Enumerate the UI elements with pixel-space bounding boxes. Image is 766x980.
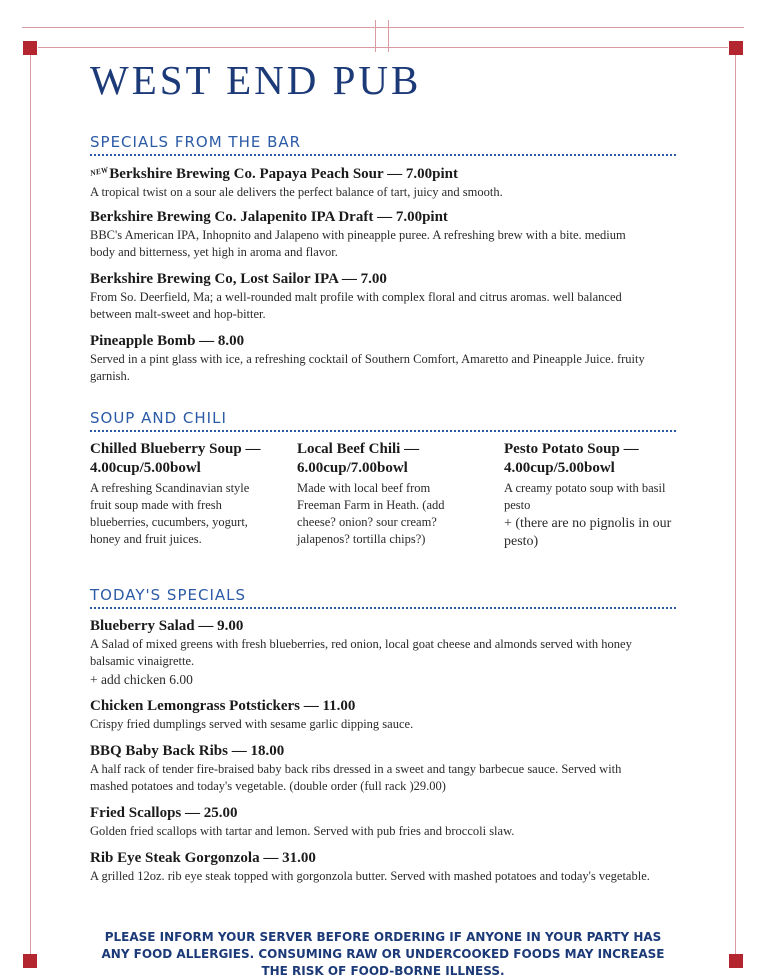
menu-item (90, 697, 650, 733)
frame-left-line (30, 47, 31, 966)
menu-item (297, 440, 472, 548)
item-description: A Salad of mixed greens with fresh blueberries, red onion, local goat cheese and almonds served with honey balsamic vinaigrette. (90, 637, 632, 668)
item-name: Chicken Lemongrass Potstickers — 11.00 (90, 698, 356, 714)
item-name: Berkshire Brewing Co. Papaya Peach Sour — 7.00pint (109, 166, 459, 182)
section-heading-today: TODAY'S SPECIALS (90, 586, 676, 609)
new-badge: NEW (89, 165, 109, 178)
item-description: A grilled 12oz. rib eye steak topped with gorgonzola butter. Served with mashed potatoes and today's vegetable. (90, 869, 650, 883)
menu-item (90, 617, 650, 688)
menu-item (90, 163, 650, 201)
menu-item (90, 742, 650, 795)
menu-item (90, 440, 265, 548)
item-description: From So. Deerfield, Ma; a well-rounded malt profile with complex floral and citrus aromas. well balanced between malt-sweet and hop-bitter. (90, 290, 622, 321)
menu-item (90, 804, 650, 840)
frame-notch (388, 20, 389, 52)
item-name: Rib Eye Steak Gorgonzola — 31.00 (90, 850, 316, 866)
menu-item (90, 270, 650, 323)
corner-ornament (729, 954, 743, 968)
item-description: Served in a pint glass with ice, a refreshing cocktail of Southern Comfort, Amaretto and Pineapple Juice. fruity garnish. (90, 352, 645, 383)
item-description: A tropical twist on a sour ale delivers the perfect balance of tart, juicy and smooth. (90, 185, 503, 199)
item-name: Berkshire Brewing Co, Lost Sailor IPA — 7.00 (90, 271, 387, 287)
item-name: BBQ Baby Back Ribs — 18.00 (90, 743, 285, 759)
item-description: A creamy potato soup with basil pesto (504, 481, 666, 512)
page-title: WEST END PUB (90, 57, 422, 103)
item-description: BBC's American IPA, Inhopnito and Jalapeno with pineapple puree. A refreshing brew with a bite. medium body and bitterness, yet high in aroma and flavor. (90, 228, 626, 259)
corner-ornament (729, 41, 743, 55)
item-name: Chilled Blueberry Soup — 4.00cup/5.00bowl (90, 441, 261, 476)
item-note: + add chicken 6.00 (90, 672, 193, 687)
corner-ornament (23, 954, 37, 968)
menu-item (90, 332, 650, 385)
section-heading-bar: SPECIALS FROM THE BAR (90, 133, 676, 156)
item-description: A refreshing Scandinavian style fruit soup made with fresh blueberries, cucumbers, yogurt, honey and fruit juices. (90, 481, 250, 546)
frame-top-line (22, 27, 744, 28)
item-name: Pesto Potato Soup — 4.00cup/5.00bowl (504, 441, 639, 476)
corner-ornament (23, 41, 37, 55)
item-note: + (there are no pignolis in our pesto) (504, 516, 672, 549)
item-description: A half rack of tender fire-braised baby back ribs dressed in a sweet and tangy barbecue sauce. Served with mashed potatoes and today's vegetable. (double order (full rack )29.00) (90, 762, 622, 793)
menu-item (90, 849, 650, 885)
frame-inner-line (38, 47, 728, 48)
item-description: Crispy fried dumplings served with sesame garlic dipping sauce. (90, 717, 414, 731)
section-heading-soup: SOUP AND CHILI (90, 409, 676, 432)
item-name: Fried Scallops — 25.00 (90, 805, 238, 821)
item-description: Golden fried scallops with tartar and lemon. Served with pub fries and broccoli slaw. (90, 824, 515, 838)
allergy-notice: PLEASE INFORM YOUR SERVER BEFORE ORDERING IF ANYONE IN YOUR PARTY HAS ANY FOOD ALLERGIES. CONSUMING RAW OR UNDERCOOKED FOODS MAY INCREASE THE RISK OF FOOD-BORNE ILLNESS. (101, 930, 665, 978)
menu-item (90, 208, 650, 261)
frame-right-line (735, 47, 736, 966)
item-name: Berkshire Brewing Co. Jalapenito IPA Draft — 7.00pint (90, 209, 448, 225)
item-name: Blueberry Salad — 9.00 (90, 618, 244, 634)
item-name: Local Beef Chili — 6.00cup/7.00bowl (297, 441, 420, 476)
menu-item (504, 440, 679, 551)
frame-notch (375, 20, 376, 52)
item-description: Made with local beef from Freeman Farm in Heath. (add cheese? onion? sour cream? jalapenos? tortilla chips?) (297, 481, 445, 546)
item-name: Pineapple Bomb — 8.00 (90, 333, 245, 349)
